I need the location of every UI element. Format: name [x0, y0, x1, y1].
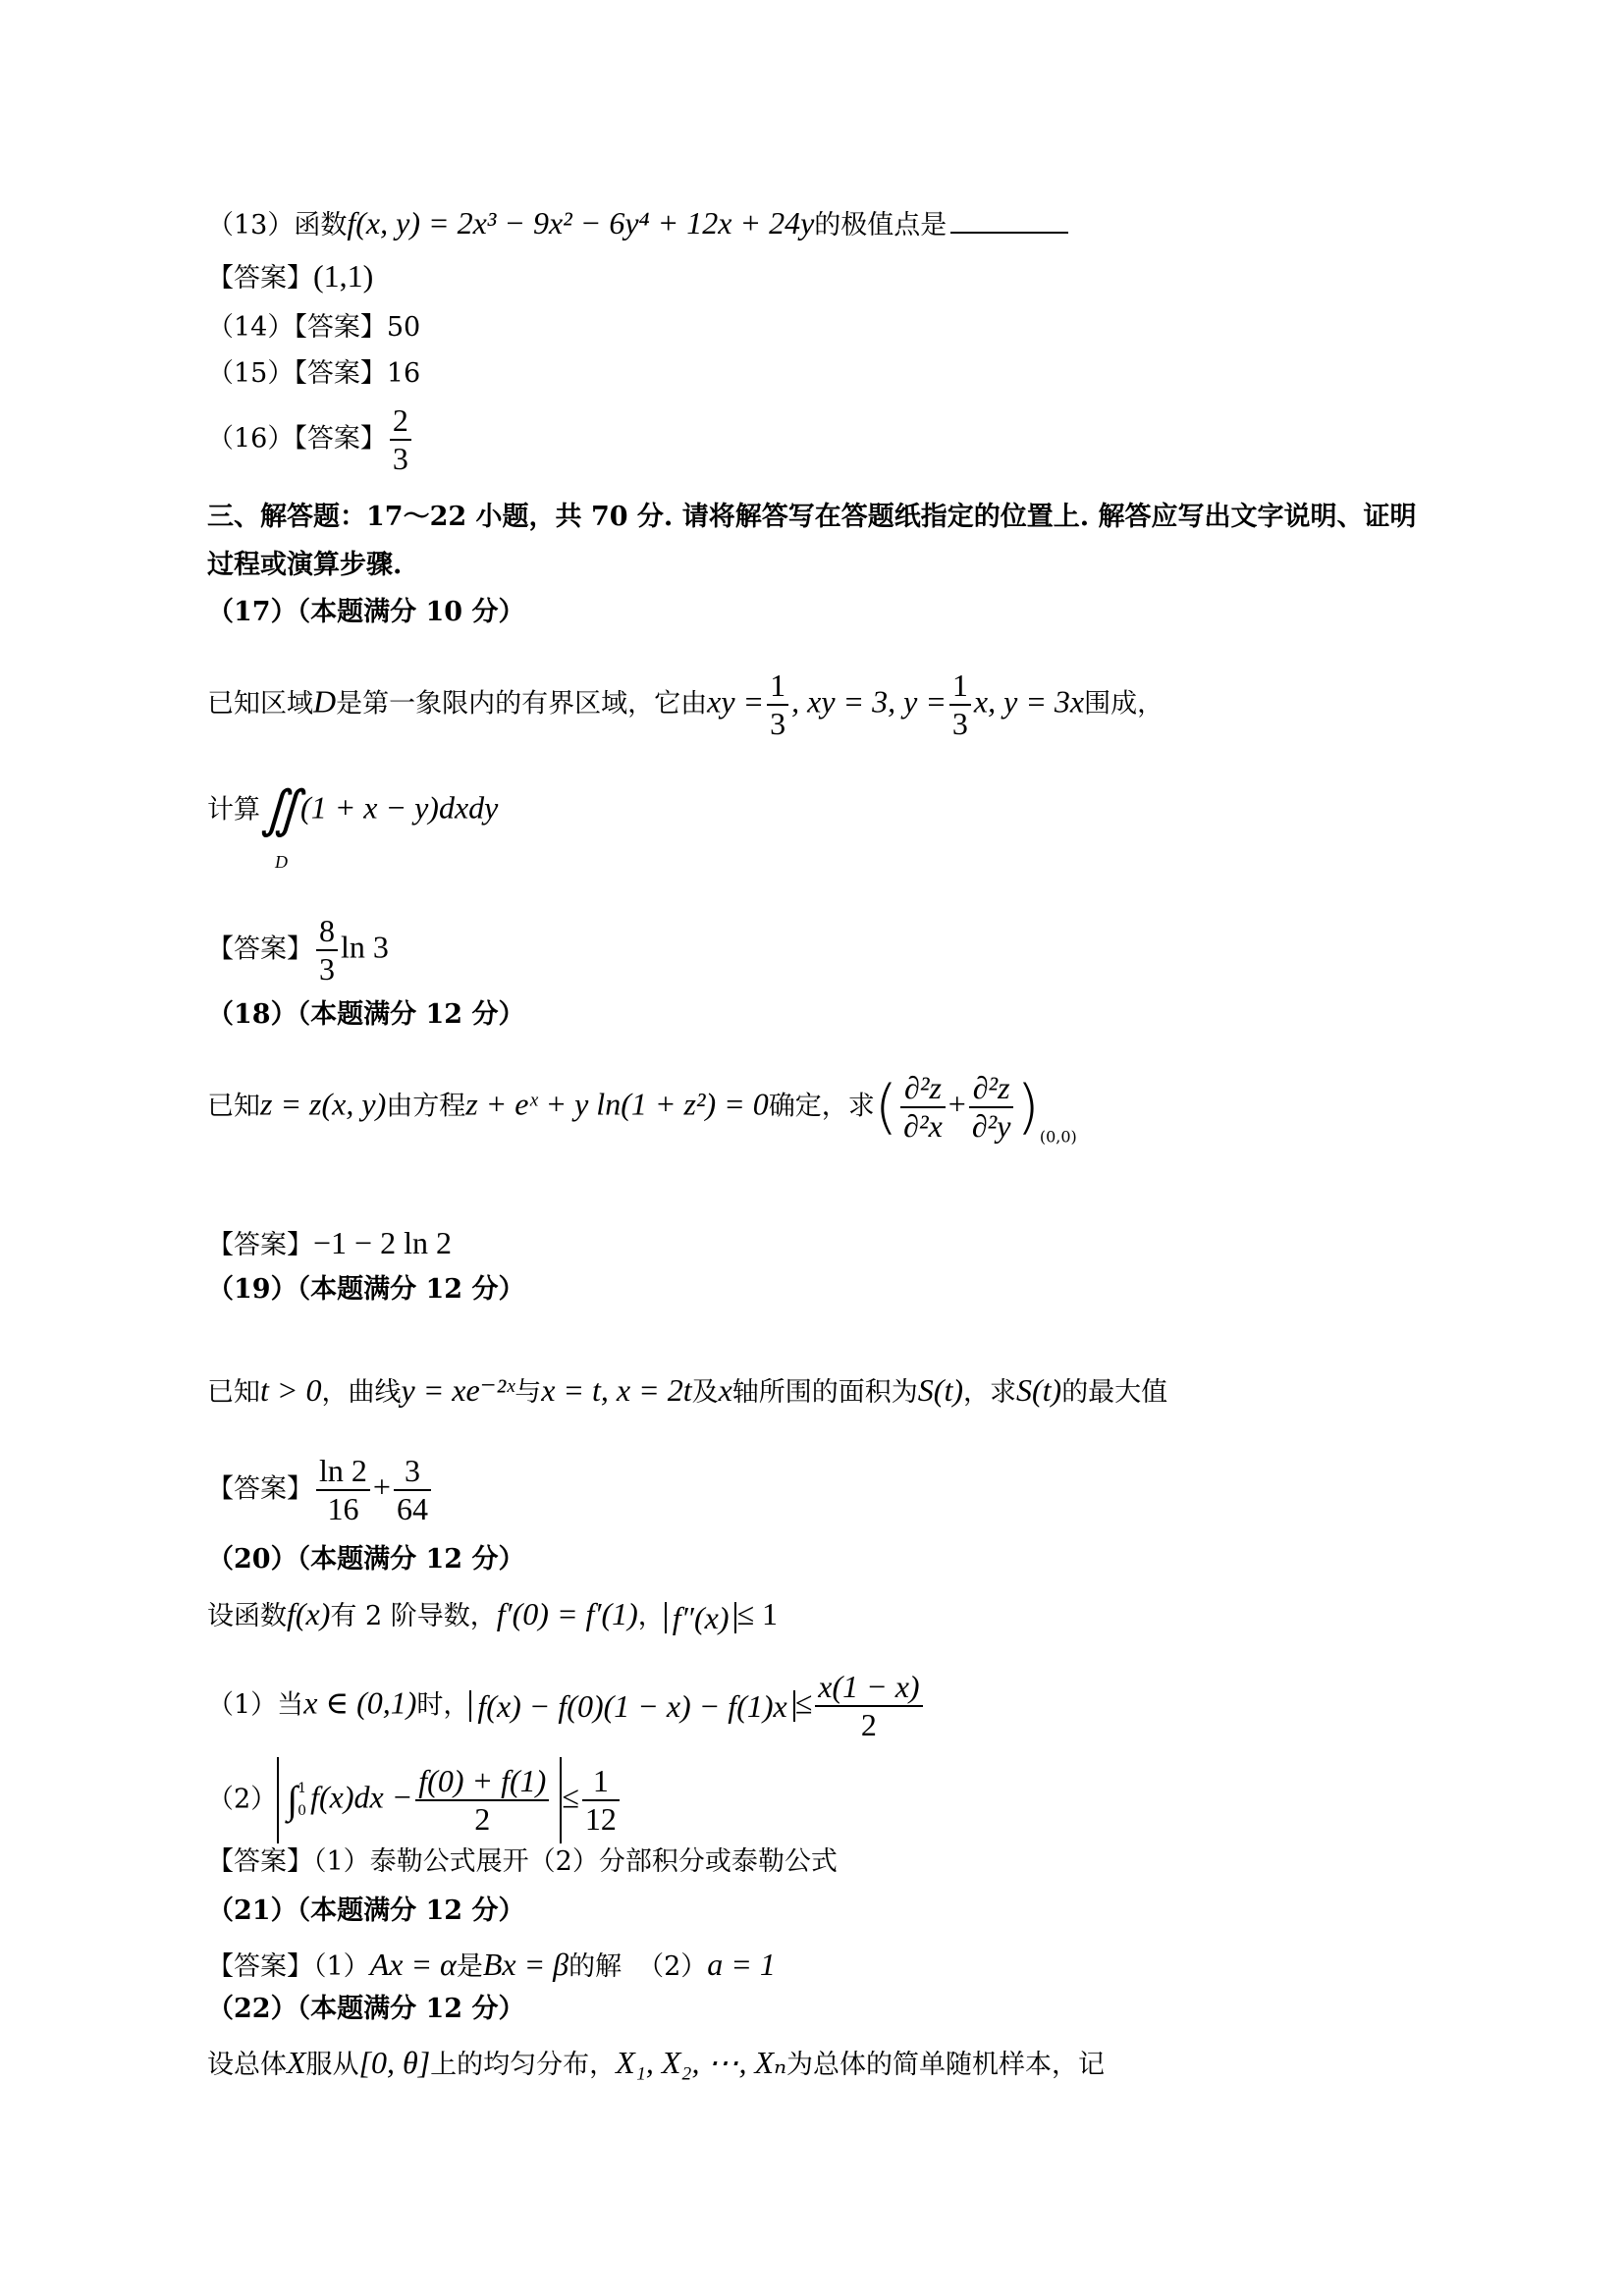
- q20-part1: [207, 1669, 926, 1743]
- q15-answer: 16: [386, 358, 421, 389]
- q22-text-a: 设总体: [207, 2050, 287, 2080]
- q18-deriv1: [900, 1070, 946, 1145]
- q22-interval: [0, θ]: [358, 2045, 431, 2080]
- q22-text-d: 为总体的简单随机样本，记: [786, 2050, 1106, 2080]
- q20-p2-le: ≤: [562, 1779, 579, 1815]
- q22-text-c: 上的均匀分布，: [430, 2050, 617, 2080]
- q20-answer: （1）泰勒公式展开（2）分部积分或泰勒公式: [313, 1846, 838, 1877]
- q18-answer-label: 【答案】: [207, 1230, 313, 1260]
- q17-calc-label: 计算: [207, 794, 260, 826]
- q21-sol: 的解: [568, 1951, 623, 1982]
- q19-text-a: 已知: [207, 1377, 260, 1408]
- q20-part2: [207, 1757, 623, 1843]
- q20-p1-text: 时，: [416, 1689, 470, 1721]
- q18-answer: −1 − 2 ln 2: [313, 1225, 452, 1260]
- q21-header: （21）（本题满分 12 分）: [207, 1896, 525, 1926]
- q17-var-d: D: [313, 683, 337, 720]
- q19-answer-label: 【答案】: [207, 1473, 313, 1505]
- q21-is: 是: [456, 1951, 483, 1982]
- q16-label: （16）【答案】: [207, 423, 387, 454]
- q17-frac1: [767, 667, 788, 742]
- q17-text-c: 围成，: [1084, 688, 1164, 720]
- q20-answer-line: [207, 1848, 838, 1875]
- q19-cond: t > 0: [260, 1372, 322, 1408]
- q18-expr-z: z = z(x, y): [260, 1086, 387, 1122]
- q20-p1-den: 2: [860, 1706, 877, 1742]
- q19-answer-line: [207, 1453, 434, 1527]
- q17-region-sub: [275, 846, 288, 873]
- q16-num: 2: [390, 402, 411, 441]
- q17-answer-label: 【答案】: [207, 934, 313, 965]
- q18-header: （18）（本题满分 12 分）: [207, 999, 525, 1030]
- q20-fx: f(x): [287, 1596, 331, 1631]
- q18-equation: z + eˣ + y ln(1 + z²) = 0: [465, 1086, 769, 1122]
- q22-var-x: X: [287, 2045, 306, 2080]
- q21-p2: （2）: [637, 1951, 708, 1982]
- q20-p1-le: ≤: [794, 1684, 813, 1721]
- q17-calc-line: [207, 782, 499, 838]
- q20-p2-abs: [277, 1757, 562, 1843]
- q14-answer: 50: [386, 312, 421, 343]
- q19-text-e: 轴所围的面积为: [731, 1377, 918, 1408]
- q20-int-bot: 0: [298, 1802, 307, 1819]
- q13-formula: f(x, y) = 2x³ − 9x² − 6y⁴ + 12x + 24y: [347, 205, 815, 240]
- q18-point: (0,0): [1039, 1127, 1077, 1147]
- q13-answer-label: 【答案】: [207, 263, 313, 294]
- q18-text-c: 确定，求: [768, 1091, 875, 1122]
- q18-d2-den: ∂²y: [971, 1107, 1011, 1144]
- q19-text-c: 与: [514, 1377, 542, 1408]
- plus-icon: +: [372, 1468, 391, 1505]
- q17-frac2-den: 3: [951, 705, 968, 741]
- section3-line1: 三、解答题：17～22 小题，共 70 分. 请将解答写在答题纸指定的位置上. 解答应写出文字说明、证明: [207, 502, 1417, 532]
- q18-answer-line: [207, 1227, 452, 1258]
- q20-p1-num: x(1 − x): [815, 1669, 922, 1707]
- q22-statement: [207, 2047, 1105, 2078]
- q22-sample: X₁, X₂, ⋯, Xₙ: [616, 2045, 787, 2080]
- q18-text-a: 已知: [207, 1091, 260, 1122]
- q19-f2-num: 3: [394, 1453, 431, 1491]
- q17-text-b: 是第一象限内的有界区域，它由: [336, 688, 708, 720]
- q19-header: （19）（本题满分 12 分）: [207, 1274, 525, 1305]
- q22-header: （22）（本题满分 12 分）: [207, 1994, 525, 2024]
- q20-p1-expr: f(x) − f(0)(1 − x) − f(1)x: [469, 1690, 794, 1722]
- q19-area2: S(t): [1015, 1372, 1062, 1408]
- q20-statement: [207, 1598, 778, 1633]
- q17-statement: [207, 667, 1164, 742]
- q20-p2-rfrac: [582, 1763, 620, 1838]
- q15-line: [207, 360, 420, 387]
- q16-answer-fraction: [390, 402, 411, 477]
- q17-ans-num: 8: [316, 913, 338, 951]
- q20-p1-label: （1）当: [207, 1689, 304, 1721]
- q19-frac2: [394, 1453, 431, 1527]
- q20-p2-num: f(0) + f(1): [415, 1763, 549, 1801]
- q21-eq2: Bx = β: [482, 1947, 569, 1982]
- right-paren-icon: ): [1016, 1072, 1040, 1142]
- q18-deriv2: [969, 1070, 1014, 1145]
- q20-p2-label: （2）: [207, 1784, 278, 1815]
- q21-p1: （1）: [313, 1951, 370, 1982]
- q17-answer-frac: [316, 913, 338, 988]
- q18-statement: [207, 1070, 1077, 1145]
- q20-answer-label: 【答案】: [207, 1846, 313, 1877]
- q21-eq3: a = 1: [707, 1947, 776, 1982]
- q19-f2-den: 64: [396, 1490, 428, 1526]
- q17-answer-line: [207, 913, 389, 988]
- q18-text-b: 由方程: [386, 1091, 466, 1122]
- q21-eq1: Ax = α: [369, 1947, 457, 1982]
- q17-region: D: [275, 852, 288, 872]
- q16-line: [207, 402, 414, 477]
- q17-header: （17）（本题满分 10 分）: [207, 597, 525, 627]
- q20-header: （20）（本题满分 12 分）: [207, 1544, 525, 1575]
- q13-line: [207, 206, 1068, 239]
- plus-icon: +: [947, 1086, 966, 1122]
- q19-area: S(t): [917, 1372, 963, 1408]
- q20-cond1: f′(0) = f′(1): [496, 1596, 638, 1631]
- q19-text-b: ，曲线: [321, 1377, 402, 1408]
- q17-ans-den: 3: [319, 950, 335, 987]
- double-integral-icon: ∬: [260, 782, 301, 838]
- q13-answer-line: [207, 260, 373, 292]
- q20-int-limits: [298, 1778, 306, 1822]
- q14-line: [207, 314, 420, 341]
- q16-den: 3: [392, 440, 408, 476]
- q20-cond2: f″(x): [665, 1602, 737, 1633]
- q18-d1-num: ∂²z: [900, 1070, 946, 1108]
- q22-text-b: 服从: [305, 2050, 359, 2080]
- q20-le: ≤ 1: [736, 1596, 779, 1631]
- q20-int-top: 1: [298, 1781, 307, 1797]
- q17-text-a: 已知区域: [207, 688, 313, 720]
- q19-f1-den: 16: [327, 1490, 359, 1526]
- q13-prefix: （13）函数: [207, 210, 348, 240]
- q20-p2-den: 2: [474, 1800, 491, 1837]
- q20-p2-frac: [415, 1763, 549, 1838]
- q18-d2-num: ∂²z: [969, 1070, 1014, 1108]
- q14-label: （14）【答案】: [207, 312, 387, 343]
- q17-expr2: , xy = 3, y =: [791, 683, 947, 720]
- q19-text-f: ，求: [962, 1377, 1016, 1408]
- q17-frac2-num: 1: [949, 667, 971, 706]
- q15-label: （15）【答案】: [207, 358, 387, 389]
- q18-d1-den: ∂²x: [903, 1107, 943, 1144]
- integral-icon: ∫: [287, 1777, 298, 1822]
- q19-text-d: 及: [691, 1377, 719, 1408]
- q20-p1-frac: [815, 1669, 922, 1743]
- q19-statement: [207, 1374, 1167, 1406]
- q19-curve: y = xe⁻²ˣ: [401, 1372, 515, 1408]
- q17-frac1-den: 3: [770, 705, 786, 741]
- q19-f1-num: ln 2: [316, 1453, 370, 1491]
- section3-line2: 过程或演算步骤.: [207, 550, 403, 580]
- q20-p2-rden: 12: [584, 1800, 617, 1837]
- q13-answer-blank: [950, 206, 1068, 234]
- q19-text-g: 的最大值: [1061, 1377, 1168, 1408]
- q20-p1-dom: x ∈ (0,1): [303, 1684, 417, 1721]
- q17-expr3: x, y = 3x: [973, 683, 1085, 720]
- q20-comma: ，: [637, 1601, 665, 1631]
- q20-p2-rnum: 1: [582, 1763, 620, 1801]
- q17-ans-tail: ln 3: [341, 929, 389, 965]
- left-paren-icon: (: [874, 1072, 898, 1142]
- q21-answer-line: [207, 1949, 776, 1980]
- q13-suffix: 的极值点是: [814, 210, 947, 240]
- q17-integrand: (1 + x − y)dxdy: [300, 789, 499, 826]
- q20-p2-integrand: f(x)dx −: [310, 1779, 413, 1815]
- q17-frac2: [949, 667, 971, 742]
- q21-answer-label: 【答案】: [207, 1951, 313, 1982]
- q17-frac1-num: 1: [767, 667, 788, 706]
- q19-xvar: x: [718, 1372, 732, 1408]
- q13-answer: (1,1): [313, 258, 374, 294]
- q17-expr1: xy =: [707, 683, 765, 720]
- q20-text-a: 设函数: [207, 1601, 287, 1631]
- q19-bounds: x = t, x = 2t: [541, 1372, 692, 1408]
- q20-text-b: 有 2 阶导数，: [330, 1601, 497, 1631]
- q19-frac1: [316, 1453, 370, 1527]
